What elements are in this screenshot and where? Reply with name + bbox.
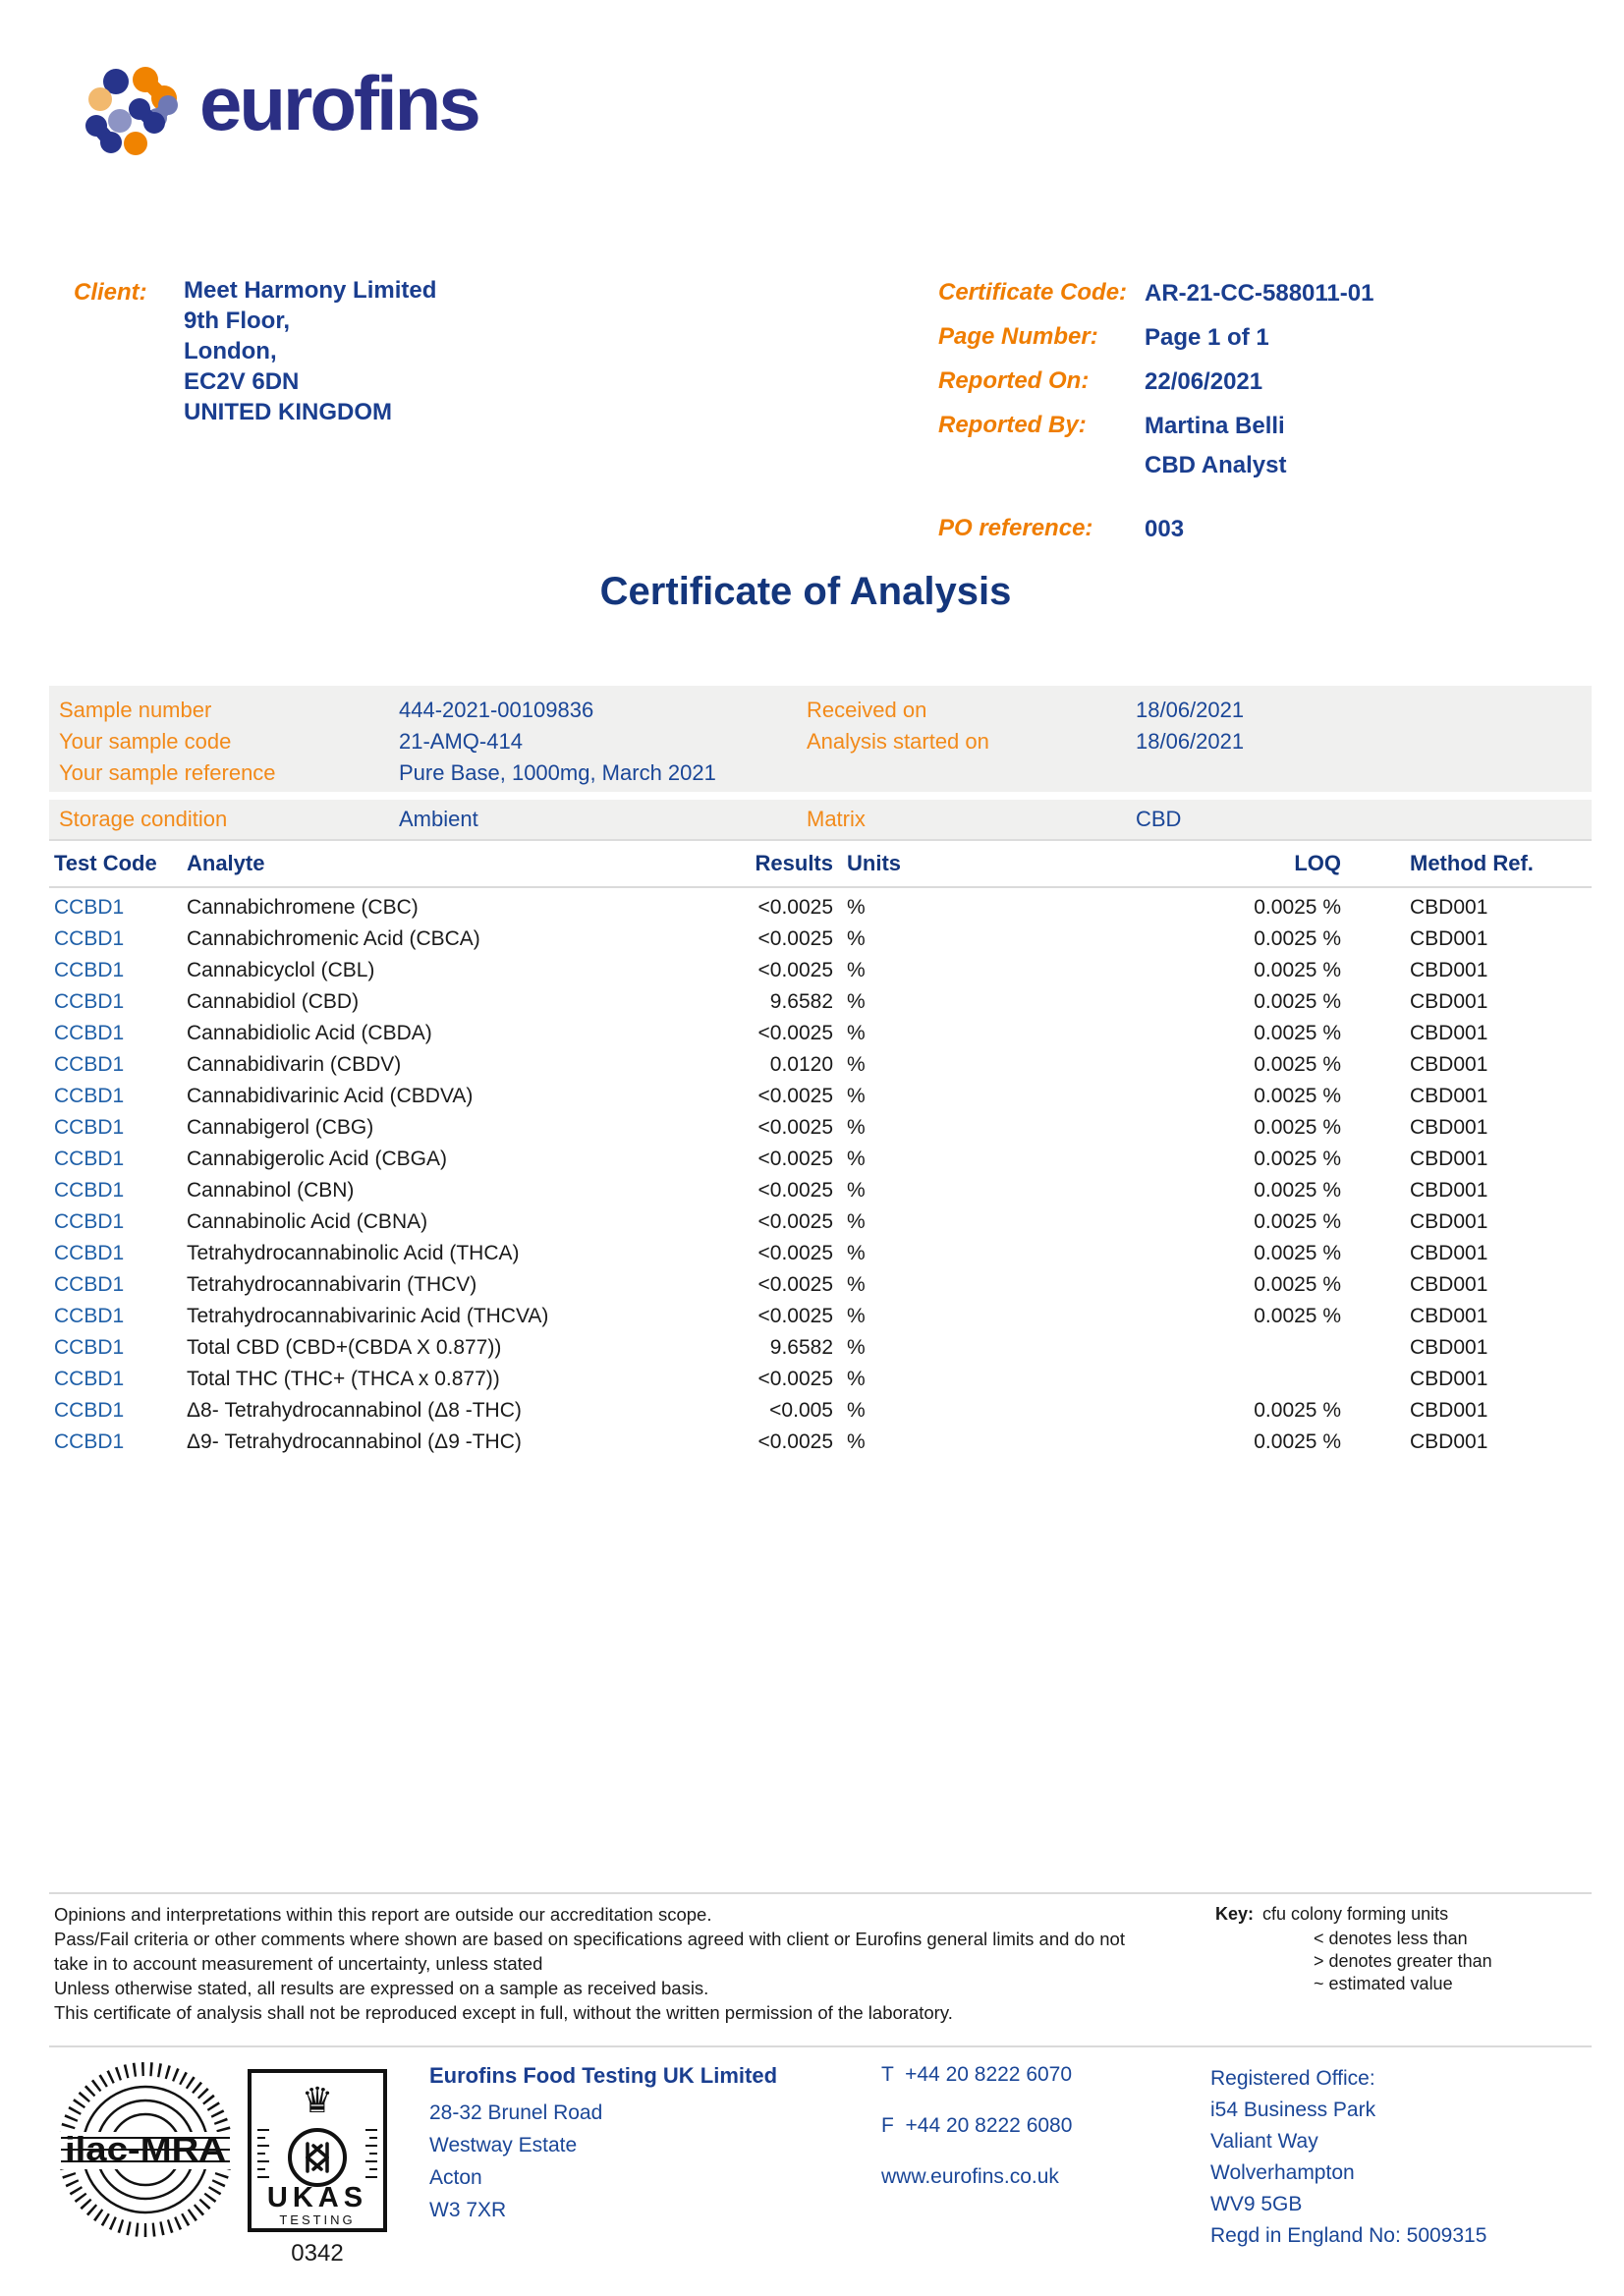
loq-header: LOQ — [1294, 851, 1341, 875]
ilac-mra-logo-icon — [57, 2061, 234, 2243]
result-cell: 9.6582 — [769, 990, 833, 1013]
test-code-cell: CCBD1 — [54, 1116, 125, 1139]
table-row — [49, 1049, 1592, 1081]
units-cell: % — [847, 1273, 866, 1296]
result-cell: <0.0025 — [757, 1179, 833, 1202]
table-row — [49, 1395, 1592, 1427]
test-code-cell: CCBD1 — [54, 1399, 125, 1422]
result-cell: <0.005 — [769, 1399, 833, 1422]
table-row — [49, 1301, 1592, 1332]
table-row — [49, 1144, 1592, 1175]
ukas-testing-logo-icon — [248, 2069, 387, 2237]
loq-cell: 0.0025 % — [1254, 1085, 1341, 1107]
disclaimer-line: Unless otherwise stated, all results are expressed on a sample as received basis. — [54, 1978, 709, 1998]
loq-cell: 0.0025 % — [1254, 1305, 1341, 1327]
certificate-code-label: Certificate Code: — [938, 279, 1128, 306]
key-entry: < denotes less than — [1314, 1929, 1468, 1948]
units-cell: % — [847, 1210, 866, 1233]
table-row — [49, 1332, 1592, 1364]
ilac-mra-label: ilac-MRA — [65, 2131, 226, 2168]
analyte-cell: Tetrahydrocannabivarin (THCV) — [187, 1273, 477, 1296]
loq-cell: 0.0025 % — [1254, 990, 1341, 1013]
result-cell: <0.0025 — [757, 1116, 833, 1139]
ukas-number: 0342 — [291, 2240, 344, 2267]
report-info-row — [938, 366, 1567, 398]
reported-by-value: Martina Belli — [1145, 413, 1285, 439]
analyte-header: Analyte — [187, 851, 265, 875]
table-row — [49, 955, 1592, 986]
method-ref-cell: CBD001 — [1410, 1336, 1488, 1359]
reported-on-value: 22/06/2021 — [1145, 368, 1263, 395]
footer-address-line: 28-32 Brunel Road — [429, 2101, 603, 2124]
analyte-cell: Cannabigerolic Acid (CBGA) — [187, 1148, 447, 1170]
units-cell: % — [847, 1305, 866, 1327]
client-address-line: UNITED KINGDOM — [184, 399, 392, 425]
reporter-role-value: CBD Analyst — [1145, 452, 1287, 478]
footer-registered-line: i54 Business Park — [1210, 2099, 1376, 2121]
test-code-header: Test Code — [54, 851, 157, 875]
key-first-entry: cfu colony forming units — [1262, 1904, 1449, 1924]
method-ref-cell: CBD001 — [1410, 896, 1488, 919]
footer-website-link[interactable]: www.eurofins.co.uk — [881, 2165, 1059, 2188]
units-cell: % — [847, 1368, 866, 1390]
po-reference-label: PO reference: — [938, 515, 1093, 541]
page-title: Certificate of Analysis — [599, 570, 1012, 613]
units-cell: % — [847, 1022, 866, 1044]
key-label: Key: — [1215, 1904, 1255, 1924]
matrix-value: CBD — [1136, 807, 1182, 831]
units-cell: % — [847, 990, 866, 1013]
table-row — [49, 1018, 1592, 1049]
method-ref-cell: CBD001 — [1410, 990, 1488, 1013]
disclaimer-line: Pass/Fail criteria or other comments where shown are based on specifications agreed with client or Eurofins general limits and do not — [54, 1929, 1125, 1949]
table-row — [49, 924, 1592, 955]
method-ref-cell: CBD001 — [1410, 1053, 1488, 1076]
test-code-cell: CCBD1 — [54, 1336, 125, 1359]
units-cell: % — [847, 1116, 866, 1139]
analyte-cell: Cannabidivarinic Acid (CBDVA) — [187, 1085, 474, 1107]
result-cell: <0.0025 — [757, 927, 833, 950]
disclaimer-line: take in to account measurement of uncertainty, unless stated — [54, 1953, 543, 1974]
method-ref-cell: CBD001 — [1410, 1305, 1488, 1327]
method-ref-cell: CBD001 — [1410, 1273, 1488, 1296]
sample-number-value: 444-2021-00109836 — [399, 698, 594, 722]
svg-text:♛: ♛ — [301, 2081, 334, 2121]
ukas-label: UKAS — [266, 2182, 368, 2213]
disclaimer-line: Opinions and interpretations within this report are outside our accreditation scope. — [54, 1904, 712, 1925]
key-entry: > denotes greater than — [1314, 1951, 1492, 1971]
method-ref-cell: CBD001 — [1410, 1148, 1488, 1170]
result-cell: <0.0025 — [757, 1305, 833, 1327]
table-row — [49, 986, 1592, 1018]
method-ref-cell: CBD001 — [1410, 1368, 1488, 1390]
result-cell: <0.0025 — [757, 1210, 833, 1233]
footer-registered-line: Wolverhampton — [1210, 2161, 1355, 2184]
result-cell: 0.0120 — [769, 1053, 833, 1076]
analyte-cell: Total THC (THC+ (THCA x 0.877)) — [187, 1368, 500, 1390]
analysis-started-value: 18/06/2021 — [1136, 729, 1245, 754]
test-code-cell: CCBD1 — [54, 959, 125, 981]
units-cell: % — [847, 1179, 866, 1202]
test-code-cell: CCBD1 — [54, 896, 125, 919]
test-code-cell: CCBD1 — [54, 1305, 125, 1327]
analyte-cell: Δ8- Tetrahydrocannabinol (Δ8 -THC) — [187, 1399, 522, 1422]
units-cell: % — [847, 1430, 866, 1453]
storage-condition-value: Ambient — [399, 807, 478, 831]
result-cell: <0.0025 — [757, 1368, 833, 1390]
test-code-cell: CCBD1 — [54, 1368, 125, 1390]
loq-cell: 0.0025 % — [1254, 1430, 1341, 1453]
method-ref-cell: CBD001 — [1410, 1116, 1488, 1139]
method-ref-header: Method Ref. — [1410, 851, 1534, 875]
test-code-cell: CCBD1 — [54, 927, 125, 950]
method-ref-cell: CBD001 — [1410, 1399, 1488, 1422]
table-row — [49, 1238, 1592, 1269]
analyte-cell: Tetrahydrocannabinolic Acid (THCA) — [187, 1242, 520, 1264]
test-code-cell: CCBD1 — [54, 1242, 125, 1264]
loq-cell: 0.0025 % — [1254, 1148, 1341, 1170]
eurofins-logo-dots-icon — [71, 49, 203, 165]
results-header: Results — [755, 851, 833, 875]
footer-company-name: Eurofins Food Testing UK Limited — [429, 2063, 778, 2088]
units-cell: % — [847, 1148, 866, 1170]
test-code-cell: CCBD1 — [54, 1430, 125, 1453]
table-row — [49, 1112, 1592, 1144]
disclaimer-divider — [49, 1892, 1592, 1894]
table-row — [49, 1206, 1592, 1238]
loq-cell: 0.0025 % — [1254, 1399, 1341, 1422]
analyte-cell: Total CBD (CBD+(CBDA X 0.877)) — [187, 1336, 502, 1359]
client-address — [184, 275, 436, 427]
loq-cell: 0.0025 % — [1254, 1022, 1341, 1044]
method-ref-cell: CBD001 — [1410, 1179, 1488, 1202]
analyte-cell: Cannabicyclol (CBL) — [187, 959, 375, 981]
matrix-label: Matrix — [807, 807, 866, 831]
client-address-line: EC2V 6DN — [184, 368, 300, 395]
result-cell: <0.0025 — [757, 1085, 833, 1107]
reported-by-label: Reported By: — [938, 412, 1087, 438]
analyte-cell: Cannabinol (CBN) — [187, 1179, 355, 1202]
table-row — [49, 1081, 1592, 1112]
page-number-label: Page Number: — [938, 323, 1098, 350]
page-number-value: Page 1 of 1 — [1145, 324, 1269, 351]
report-info-row — [938, 411, 1567, 442]
footer-phone: T +44 20 8222 6070 — [881, 2063, 1073, 2086]
received-on-label: Received on — [807, 698, 927, 722]
analyte-cell: Cannabinolic Acid (CBNA) — [187, 1210, 428, 1233]
sample-code-label: Your sample code — [59, 729, 232, 754]
test-code-cell: CCBD1 — [54, 990, 125, 1013]
table-row — [49, 1269, 1592, 1301]
ukas-sub-label: TESTING — [279, 2212, 356, 2227]
report-info-row — [938, 278, 1567, 309]
table-row — [49, 1427, 1592, 1458]
po-reference-value: 003 — [1145, 516, 1185, 542]
analyte-cell: Tetrahydrocannabivarinic Acid (THCVA) — [187, 1305, 549, 1327]
test-code-cell: CCBD1 — [54, 1210, 125, 1233]
key-block — [1215, 1904, 1448, 1925]
footer-address-line: W3 7XR — [429, 2199, 507, 2221]
units-header: Units — [847, 851, 901, 875]
test-code-cell: CCBD1 — [54, 1085, 125, 1107]
analyte-cell: Cannabichromenic Acid (CBCA) — [187, 927, 480, 950]
result-cell: <0.0025 — [757, 896, 833, 919]
units-cell: % — [847, 927, 866, 950]
sample-code-value: 21-AMQ-414 — [399, 729, 523, 754]
units-cell: % — [847, 1242, 866, 1264]
test-code-cell: CCBD1 — [54, 1022, 125, 1044]
loq-cell: 0.0025 % — [1254, 959, 1341, 981]
result-cell: <0.0025 — [757, 1430, 833, 1453]
result-cell: <0.0025 — [757, 959, 833, 981]
header-divider — [49, 886, 1592, 888]
storage-condition-label: Storage condition — [59, 807, 228, 831]
disclaimer-text — [54, 1902, 1223, 2025]
analysis-started-label: Analysis started on — [807, 729, 989, 754]
footer-company-address — [429, 2097, 602, 2226]
method-ref-cell: CBD001 — [1410, 927, 1488, 950]
loq-cell: 0.0025 % — [1254, 1053, 1341, 1076]
reported-on-label: Reported On: — [938, 367, 1090, 394]
method-ref-cell: CBD001 — [1410, 1022, 1488, 1044]
report-info-row — [938, 450, 1567, 481]
units-cell: % — [847, 1399, 866, 1422]
footer-registered-line: Registered Office: — [1210, 2067, 1375, 2090]
result-cell: <0.0025 — [757, 1148, 833, 1170]
method-ref-cell: CBD001 — [1410, 1085, 1488, 1107]
analyte-cell: Cannabichromene (CBC) — [187, 896, 419, 919]
loq-cell: 0.0025 % — [1254, 1273, 1341, 1296]
client-address-line: London, — [184, 338, 277, 364]
table-row — [49, 892, 1592, 924]
footer-address-line: Westway Estate — [429, 2134, 578, 2156]
client-address-line: Meet Harmony Limited — [184, 277, 437, 304]
method-ref-cell: CBD001 — [1410, 959, 1488, 981]
footer-divider — [49, 2045, 1592, 2047]
units-cell: % — [847, 959, 866, 981]
result-cell: <0.0025 — [757, 1273, 833, 1296]
loq-cell: 0.0025 % — [1254, 1242, 1341, 1264]
analyte-cell: Cannabigerol (CBG) — [187, 1116, 374, 1139]
analyte-cell: Δ9- Tetrahydrocannabinol (Δ9 -THC) — [187, 1430, 522, 1453]
key-entry: ~ estimated value — [1314, 1974, 1453, 1993]
test-code-cell: CCBD1 — [54, 1053, 125, 1076]
footer-registered-office — [1210, 2063, 1486, 2252]
eurofins-wordmark: eurofins — [199, 60, 478, 146]
analyte-cell: Cannabidiolic Acid (CBDA) — [187, 1022, 432, 1044]
units-cell: % — [847, 1085, 866, 1107]
sample-reference-label: Your sample reference — [59, 760, 276, 785]
analyte-cell: Cannabidiol (CBD) — [187, 990, 360, 1013]
footer-fax: F +44 20 8222 6080 — [881, 2114, 1073, 2137]
result-cell: <0.0025 — [757, 1242, 833, 1264]
loq-cell: 0.0025 % — [1254, 1210, 1341, 1233]
analyte-cell: Cannabidivarin (CBDV) — [187, 1053, 402, 1076]
loq-cell: 0.0025 % — [1254, 927, 1341, 950]
result-cell: 9.6582 — [769, 1336, 833, 1359]
table-row — [49, 1364, 1592, 1395]
units-cell: % — [847, 1053, 866, 1076]
client-address-line: 9th Floor, — [184, 308, 290, 334]
test-code-cell: CCBD1 — [54, 1179, 125, 1202]
units-cell: % — [847, 896, 866, 919]
client-label: Client: — [74, 279, 147, 306]
report-info-row — [938, 322, 1567, 354]
eurofins-logo — [71, 49, 203, 170]
key-entries — [1314, 1928, 1492, 1995]
method-ref-cell: CBD001 — [1410, 1242, 1488, 1264]
received-on-value: 18/06/2021 — [1136, 698, 1245, 722]
test-code-cell: CCBD1 — [54, 1148, 125, 1170]
test-code-cell: CCBD1 — [54, 1273, 125, 1296]
footer-address-line: Acton — [429, 2166, 482, 2189]
footer-registered-line: Regd in England No: 5009315 — [1210, 2224, 1487, 2247]
results-table-body — [49, 892, 1592, 1458]
units-cell: % — [847, 1336, 866, 1359]
loq-cell: 0.0025 % — [1254, 1116, 1341, 1139]
report-info-row — [938, 514, 1567, 545]
footer-registered-line: WV9 5GB — [1210, 2193, 1303, 2215]
table-row — [49, 1175, 1592, 1206]
certificate-code-value: AR-21-CC-588011-01 — [1145, 280, 1374, 307]
disclaimer-line: This certificate of analysis shall not be reproduced except in full, without the written permission of the laboratory. — [54, 2002, 953, 2023]
footer-registered-line: Valiant Way — [1210, 2130, 1318, 2153]
method-ref-cell: CBD001 — [1410, 1430, 1488, 1453]
sample-reference-value: Pure Base, 1000mg, March 2021 — [399, 760, 716, 785]
method-ref-cell: CBD001 — [1410, 1210, 1488, 1233]
loq-cell: 0.0025 % — [1254, 1179, 1341, 1202]
loq-cell: 0.0025 % — [1254, 896, 1341, 919]
sample-number-label: Sample number — [59, 698, 212, 722]
result-cell: <0.0025 — [757, 1022, 833, 1044]
